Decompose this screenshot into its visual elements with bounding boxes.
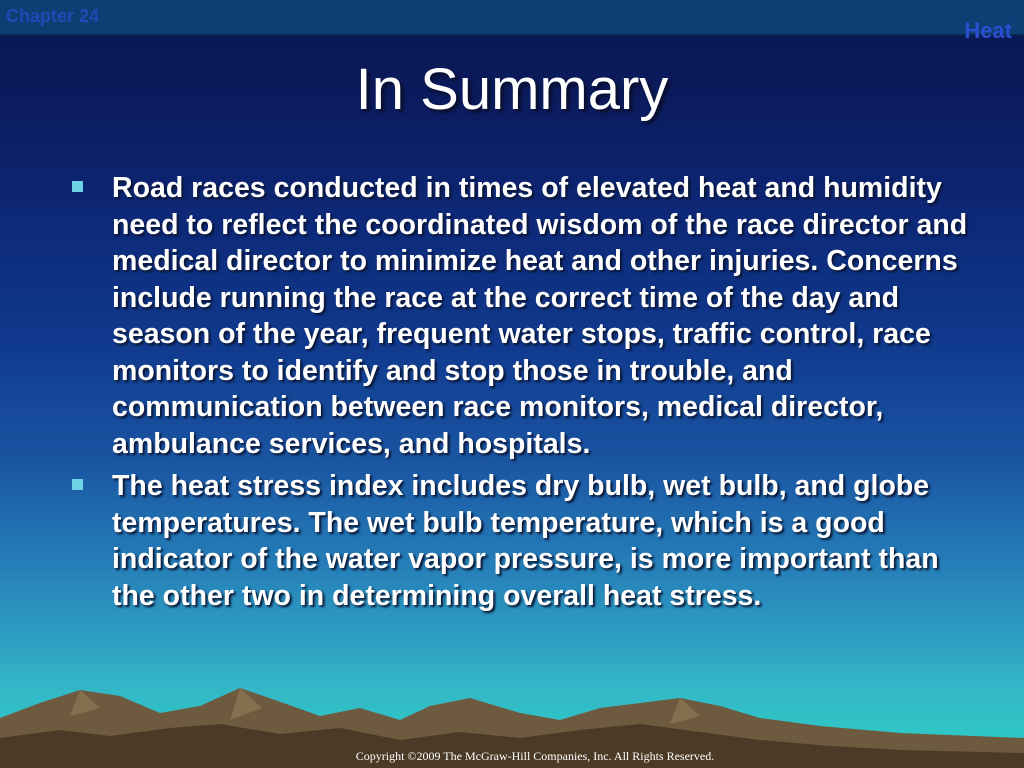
bullet-text: Road races conducted in times of elevated heat and humidity need to reflect the coordinated wisdom of the race director and medical director to minimize heat and other injuries. Concerns include running the race at the correct time of the day and season of the year, frequent water stops, traffic control, race monitors to identify and stop those in trouble, and communication between race monitors, medical director, ambulance services, and hospitals. bbox=[112, 172, 968, 460]
bullet-text: The heat stress index includes dry bulb, wet bulb, and globe temperatures. The wet bulb temperature, which is a good indicator of the water vapor pressure, is more important than the other two in determining overall heat stress. bbox=[112, 470, 939, 612]
square-bullet-icon bbox=[72, 479, 83, 490]
slide-title: In Summary bbox=[355, 57, 669, 122]
section-label: Heat bbox=[964, 18, 1012, 43]
bullet-list bbox=[72, 170, 972, 620]
square-bullet-icon bbox=[72, 181, 83, 192]
bullet-item bbox=[72, 468, 972, 614]
chapter-label: Chapter 24 bbox=[6, 6, 100, 26]
header-bar bbox=[0, 0, 1024, 36]
copyright-notice: Copyright ©2009 The McGraw-Hill Companies, Inc. All Rights Reserved. bbox=[355, 749, 715, 763]
bullet-item bbox=[72, 170, 972, 462]
